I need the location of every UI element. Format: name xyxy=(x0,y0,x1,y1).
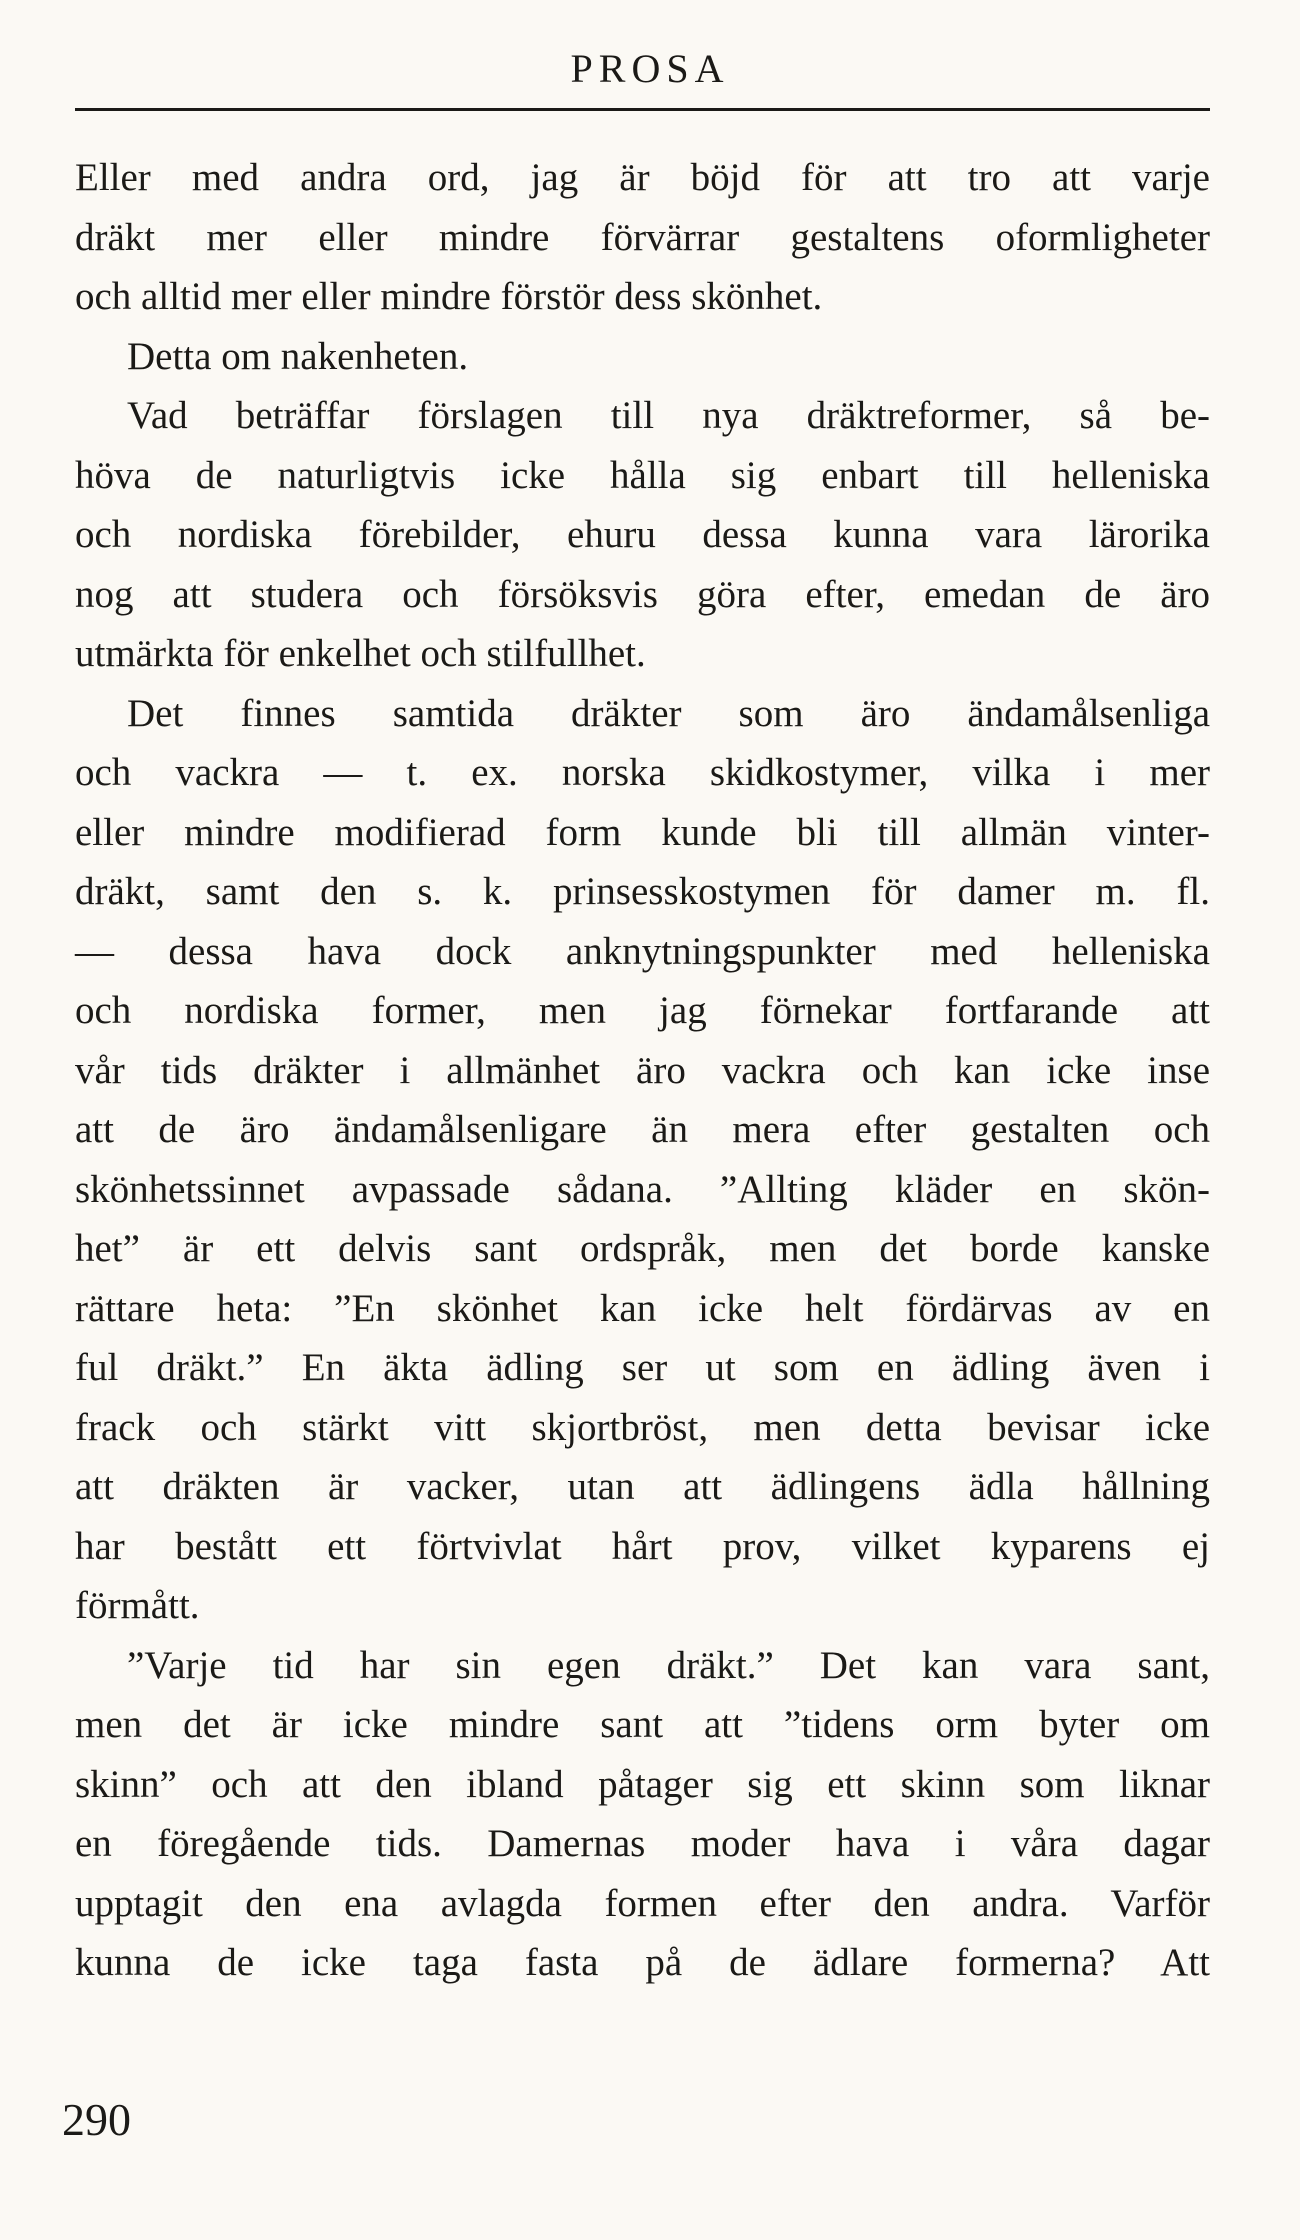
text-line: förmått. xyxy=(75,1584,200,1627)
text-line: rättare heta: ”En skönhet kan icke helt fördärvas av en xyxy=(75,1286,1210,1330)
running-title: PROSA xyxy=(570,46,730,91)
text-line: och nordiska former, men jag förnekar fortfarande att xyxy=(75,989,1210,1032)
text-line: och vackra — t. ex. norska skidkostymer, vilka i mer xyxy=(75,751,1210,794)
text-line: och alltid mer eller mindre förstör dess skönhet. xyxy=(75,275,823,318)
page-number: 290 xyxy=(62,2094,131,2145)
header-rule xyxy=(75,108,1210,111)
text-line: och nordiska förebilder, ehuru dessa kunna vara lärorika xyxy=(75,513,1210,556)
text-line: men det är icke mindre sant att ”tidens orm byter om xyxy=(75,1703,1210,1746)
text-line: — dessa hava dock anknytningspunkter med helleniska xyxy=(75,929,1210,973)
text-line: en föregående tids. Damernas moder hava i våra dagar xyxy=(75,1822,1210,1865)
text-line: Vad beträffar förslagen till nya dräktreformer, så be- xyxy=(127,394,1210,437)
text-line: kunna de icke taga fasta på de ädlare formerna? Att xyxy=(75,1941,1210,1984)
body-text xyxy=(75,148,1210,1993)
text-line: höva de naturligtvis icke hålla sig enbart till helleniska xyxy=(75,453,1210,497)
text-line: vår tids dräkter i allmänhet äro vackra och kan icke inse xyxy=(75,1048,1210,1092)
text-line: skinn” och att den ibland påtager sig ett skinn som liknar xyxy=(75,1762,1210,1806)
text-line: Detta om nakenheten. xyxy=(127,334,469,378)
text-line: Det finnes samtida dräkter som äro ändamålsenliga xyxy=(127,691,1210,735)
text-line: eller mindre modifierad form kunde bli till allmän vinter- xyxy=(75,810,1210,854)
text-line: het” är ett delvis sant ordspråk, men det borde kanske xyxy=(75,1227,1210,1270)
text-line: ful dräkt.” En äkta ädling ser ut som en ädling även i xyxy=(75,1346,1210,1389)
text-line: utmärkta för enkelhet och stilfullhet. xyxy=(75,632,646,675)
text-line: har bestått ett förtvivlat hårt prov, vilket kyparens ej xyxy=(75,1524,1210,1568)
text-line: upptagit den ena avlagda formen efter den andra. Varför xyxy=(75,1881,1210,1925)
text-line: skönhetssinnet avpassade sådana. ”Allting kläder en skön- xyxy=(75,1167,1210,1211)
text-line: ”Varje tid har sin egen dräkt.” Det kan vara sant, xyxy=(127,1643,1210,1687)
text-line: Eller med andra ord, jag är böjd för att tro att varje xyxy=(75,156,1210,199)
text-line: att de äro ändamålsenligare än mera efter gestalten och xyxy=(75,1108,1210,1151)
text-line: dräkt mer eller mindre förvärrar gestaltens oformligheter xyxy=(75,215,1210,259)
text-line: dräkt, samt den s. k. prinsesskostymen för damer m. fl. xyxy=(75,870,1210,913)
text-line: nog att studera och försöksvis göra efter, emedan de äro xyxy=(75,572,1210,616)
text-line: frack och stärkt vitt skjortbröst, men detta bevisar icke xyxy=(75,1405,1210,1449)
text-line: att dräkten är vacker, utan att ädlingens ädla hållning xyxy=(75,1465,1210,1508)
